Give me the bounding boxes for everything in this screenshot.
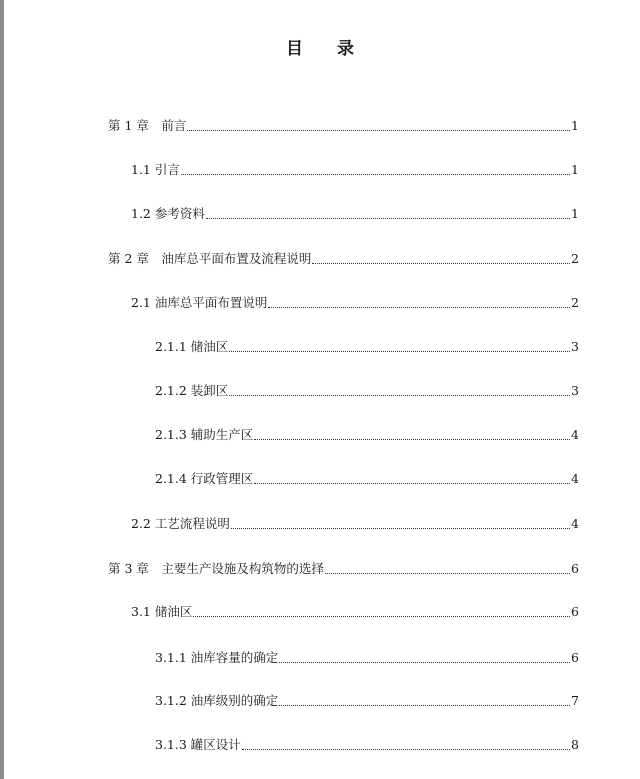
toc-entry-label: 2.1.1 储油区 [155,339,229,354]
toc-entry-page: 4 [571,516,579,531]
toc-entry-page: 3 [571,339,579,354]
toc-entry-label: 2.2 工艺流程说明 [131,516,230,531]
toc-dot-leader [279,701,570,706]
toc-entry-label: 第 2 章 油库总平面布置及流程说明 [108,251,312,266]
toc-entry-label: 第 3 章 主要生产设施及构筑物的选择 [108,561,324,576]
toc-entry-page: 1 [571,118,579,133]
toc-entry-3-1-3[interactable] [155,736,579,754]
toc-dot-leader [279,658,570,663]
toc-entry-label: 2.1.4 行政管理区 [155,471,254,486]
toc-entry-page: 1 [571,162,579,177]
toc-entry-label: 3.1.2 油库级别的确定 [155,693,279,708]
toc-dot-leader [242,745,570,750]
toc-dot-leader [254,479,570,484]
toc-entry-label: 3.1.1 油库容量的确定 [155,650,279,665]
toc-entry-2-1-3[interactable] [155,426,579,444]
toc-entry-3-1-1[interactable] [155,649,579,667]
toc-entry-label: 3.1.3 罐区设计 [155,737,241,752]
toc-entry-label: 第 1 章 前言 [108,118,187,133]
toc-entry-page: 6 [571,604,579,619]
toc-dot-leader [193,612,570,617]
toc-dot-leader [268,303,570,308]
toc-dot-leader [229,391,570,396]
toc-entry-label: 2.1.3 辅助生产区 [155,427,254,442]
toc-entry-2-2[interactable] [131,515,579,533]
toc-entry-page: 3 [571,383,579,398]
toc-entry-page: 8 [571,737,579,752]
toc-entry-1-1[interactable] [131,161,579,179]
toc-entry-chapter-2[interactable] [108,250,579,268]
toc-entry-page: 1 [571,206,579,221]
toc-entry-2-1[interactable] [131,294,579,312]
toc-dot-leader [229,347,570,352]
toc-dot-leader [206,214,570,219]
toc-entry-label: 1.2 参考资料 [131,206,205,221]
toc-entry-page: 7 [571,693,579,708]
page-title: 目 录 [286,39,368,59]
toc-dot-leader [254,435,570,440]
toc-entry-1-2[interactable] [131,205,579,223]
toc-entry-page: 2 [571,251,579,266]
toc-entry-chapter-1[interactable] [108,117,579,135]
toc-entry-3-1-2[interactable] [155,692,579,710]
toc-entry-page: 6 [571,650,579,665]
toc-entry-label: 2.1.2 装卸区 [155,383,229,398]
toc-entry-page: 4 [571,427,579,442]
toc-dot-leader [325,569,570,574]
toc-entry-label: 3.1 储油区 [131,604,193,619]
toc-entry-2-1-1[interactable] [155,338,579,356]
toc-dot-leader [181,170,570,175]
toc-entry-label: 2.1 油库总平面布置说明 [131,295,268,310]
page-edge-shadow [0,0,4,779]
toc-entry-page: 6 [571,561,579,576]
toc-dot-leader [231,524,570,529]
toc-entry-chapter-3[interactable] [108,560,579,578]
toc-dot-leader [187,126,570,131]
toc-entry-page: 2 [571,295,579,310]
toc-dot-leader [312,259,570,264]
toc-entry-3-1[interactable] [131,603,579,621]
toc-entry-2-1-2[interactable] [155,382,579,400]
toc-entry-label: 1.1 引言 [131,162,180,177]
toc-entry-2-1-4[interactable] [155,470,579,488]
toc-entry-page: 4 [571,471,579,486]
